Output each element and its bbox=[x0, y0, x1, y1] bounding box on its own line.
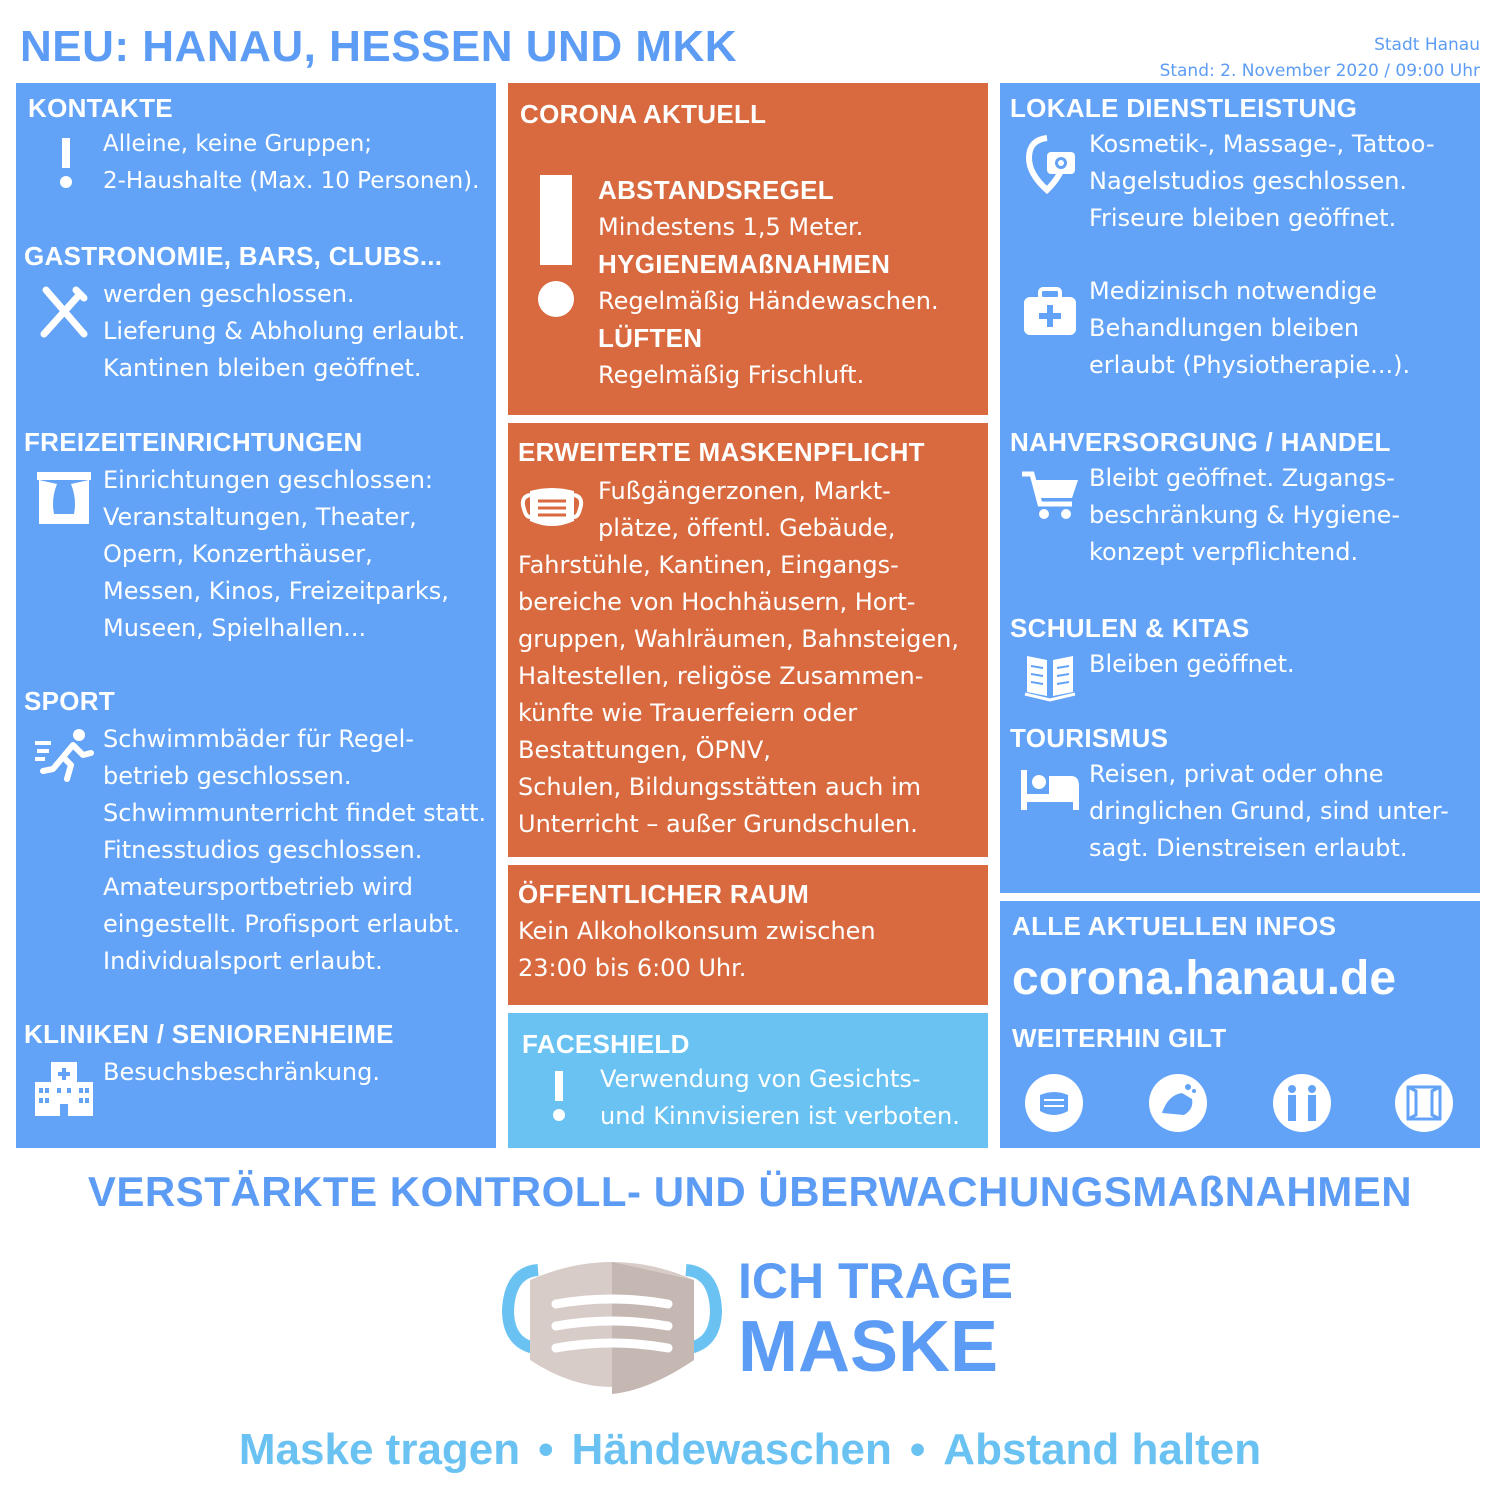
slogan-maske: Maske tragen bbox=[238, 1425, 521, 1474]
section-handel bbox=[1010, 427, 1475, 571]
section-dienstleistung bbox=[1010, 93, 1475, 384]
maske-line: Unterricht – außer Grundschulen. bbox=[518, 810, 918, 838]
ich-trage-maske bbox=[738, 1255, 1013, 1387]
abstand-heading: ABSTANDSREGEL bbox=[598, 175, 834, 205]
dienst-heading: LOKALE DIENSTLEISTUNG bbox=[1010, 93, 1358, 123]
slogan-abstand: Abstand halten bbox=[943, 1425, 1262, 1474]
distance-circle-icon bbox=[1272, 1073, 1332, 1137]
mask-icon bbox=[520, 485, 584, 535]
abstand-text: Mindestens 1,5 Meter. bbox=[598, 213, 864, 241]
schulen-line: Bleiben geöffnet. bbox=[1089, 650, 1295, 678]
mask-logo-icon bbox=[500, 1250, 724, 1404]
kliniken-line: Besuchsbeschränkung. bbox=[103, 1058, 380, 1086]
schulen-heading: SCHULEN & KITAS bbox=[1010, 613, 1250, 643]
mask-circle-icon bbox=[1024, 1073, 1084, 1137]
sport-line: Amateursportbetrieb wird bbox=[103, 873, 414, 901]
weiterhin-heading: WEITERHIN GILT bbox=[1012, 1023, 1227, 1053]
handel-line: beschränkung & Hygiene- bbox=[1089, 501, 1401, 529]
right-upper-panel bbox=[1000, 83, 1480, 893]
theater-icon bbox=[24, 462, 103, 647]
faceshield-panel bbox=[508, 1013, 988, 1148]
tourismus-line: dringlichen Grund, sind unter- bbox=[1089, 797, 1449, 825]
section-kontakte bbox=[28, 93, 498, 200]
maske-heading: ERWEITERTE MASKENPFLICHT bbox=[518, 437, 925, 467]
maskenpflicht-panel bbox=[508, 423, 988, 857]
freizeit-line: Opern, Konzerthäuser, bbox=[103, 540, 373, 568]
ich-trage-label: ICH TRAGE bbox=[738, 1253, 1013, 1309]
kontakte-heading: KONTAKTE bbox=[28, 93, 173, 123]
slogan bbox=[0, 1425, 1500, 1475]
hygiene-heading: HYGIENEMAßNAHMEN bbox=[598, 249, 891, 279]
freizeit-line: Museen, Spielhallen... bbox=[103, 614, 367, 642]
dienst-line: erlaubt (Physiotherapie...). bbox=[1089, 351, 1411, 379]
sport-line: Fitnesstudios geschlossen. bbox=[103, 836, 423, 864]
gastro-heading: GASTRONOMIE, BARS, CLUBS... bbox=[24, 241, 443, 271]
kontakte-line-1: Alleine, keine Gruppen; bbox=[103, 131, 373, 157]
left-column bbox=[16, 83, 496, 1148]
medical-kit-icon bbox=[1010, 273, 1089, 384]
dienst-line: Behandlungen bleiben bbox=[1089, 314, 1360, 342]
handel-line: konzept verpflichtend. bbox=[1089, 538, 1359, 566]
maske-line: Fahrstühle, Kantinen, Eingangs- bbox=[518, 551, 899, 579]
gastro-line: werden geschlossen. bbox=[103, 280, 355, 308]
lueften-heading: LÜFTEN bbox=[598, 323, 703, 353]
page-title: NEU: HANAU, HESSEN UND MKK bbox=[20, 22, 738, 71]
hospital-icon bbox=[24, 1054, 103, 1118]
sport-line: eingestellt. Profisport erlaubt. bbox=[103, 910, 461, 938]
tourismus-heading: TOURISMUS bbox=[1010, 723, 1169, 753]
section-schulen bbox=[1010, 613, 1475, 702]
freizeit-line: Messen, Kinos, Freizeitparks, bbox=[103, 577, 449, 605]
sport-line: Schwimmunterricht findet statt. bbox=[103, 799, 487, 827]
maske-line: Schulen, Bildungsstätten auch im bbox=[518, 773, 921, 801]
section-gastronomie bbox=[24, 241, 494, 387]
faceshield-line: und Kinnvisieren ist verboten. bbox=[600, 1102, 960, 1130]
hygiene-text: Regelmäßig Händewaschen. bbox=[598, 287, 939, 315]
maske-line: Haltestellen, religöse Zusammen- bbox=[518, 662, 924, 690]
oeffentlicher-raum-panel bbox=[508, 865, 988, 1005]
maske-line: plätze, öffentl. Gebäude, bbox=[598, 514, 896, 542]
raum-heading: ÖFFENTLICHER RAUM bbox=[518, 879, 810, 909]
book-icon bbox=[1010, 646, 1089, 702]
handwash-circle-icon bbox=[1148, 1073, 1208, 1137]
runner-icon bbox=[24, 721, 103, 980]
corona-heading: CORONA AKTUELL bbox=[520, 99, 767, 129]
dienst-line: Friseure bleiben geöffnet. bbox=[1089, 204, 1397, 232]
dienst-line: Kosmetik-, Massage-, Tattoo- bbox=[1089, 130, 1435, 158]
sport-heading: SPORT bbox=[24, 686, 116, 716]
kontakte-line-2: 2-Haushalte (Max. 10 Personen). bbox=[103, 168, 480, 194]
raum-line: Kein Alkoholkonsum zwischen bbox=[518, 917, 876, 945]
faceshield-line: Verwendung von Gesichts- bbox=[600, 1065, 921, 1093]
bed-icon bbox=[1010, 756, 1089, 867]
tourismus-line: sagt. Dienstreisen erlaubt. bbox=[1089, 834, 1408, 862]
freizeit-heading: FREIZEITEINRICHTUNGEN bbox=[24, 427, 363, 457]
sport-line: Individualsport erlaubt. bbox=[103, 947, 383, 975]
handel-heading: NAHVERSORGUNG / HANDEL bbox=[1010, 427, 1391, 457]
cart-icon bbox=[1010, 460, 1089, 571]
bottom-headline: VERSTÄRKTE KONTROLL- UND ÜBERWACHUNGSMAßNAHMEN bbox=[87, 1168, 1413, 1215]
separator: • bbox=[538, 1425, 554, 1474]
slogan-haende: Händewaschen bbox=[571, 1425, 892, 1474]
cosmetics-icon bbox=[1010, 126, 1089, 237]
big-exclamation-icon bbox=[538, 175, 574, 323]
maske-line: bereiche von Hochhäusern, Hort- bbox=[518, 588, 916, 616]
handel-line: Bleibt geöffnet. Zugangs- bbox=[1089, 464, 1395, 492]
maske-line: Fußgängerzonen, Markt- bbox=[598, 477, 891, 505]
infos-panel bbox=[1000, 901, 1480, 1148]
gastro-line: Kantinen bleiben geöffnet. bbox=[103, 354, 422, 382]
corona-aktuell-panel bbox=[508, 83, 988, 415]
lueften-text: Regelmäßig Frischluft. bbox=[598, 361, 865, 389]
source-label: Stadt Hanau bbox=[1374, 35, 1480, 55]
raum-line: 23:00 bis 6:00 Uhr. bbox=[518, 954, 747, 982]
freizeit-line: Einrichtungen geschlossen: bbox=[103, 466, 433, 494]
maske-line: Bestattungen, ÖPNV, bbox=[518, 736, 771, 764]
dienst-line: Medizinisch notwendige bbox=[1089, 277, 1377, 305]
fork-knife-icon bbox=[24, 276, 103, 387]
infos-heading: ALLE AKTUELLEN INFOS bbox=[1012, 911, 1337, 941]
maske-line: künfte wie Trauerfeiern oder bbox=[518, 699, 858, 727]
website-link[interactable]: corona.hanau.de bbox=[1012, 952, 1397, 1005]
section-freizeit bbox=[24, 427, 494, 647]
gastro-line: Lieferung & Abholung erlaubt. bbox=[103, 317, 466, 345]
exclamation-icon bbox=[28, 126, 103, 200]
maske-line: gruppen, Wahlräumen, Bahnsteigen, bbox=[518, 625, 959, 653]
tourismus-line: Reisen, privat oder ohne bbox=[1089, 760, 1384, 788]
freizeit-line: Veranstaltungen, Theater, bbox=[103, 503, 417, 531]
dienst-line: Nagelstudios geschlossen. bbox=[1089, 167, 1408, 195]
date-label: Stand: 2. November 2020 / 09:00 Uhr bbox=[1159, 61, 1480, 81]
separator: • bbox=[909, 1425, 926, 1474]
section-sport bbox=[24, 686, 494, 980]
window-circle-icon bbox=[1394, 1073, 1454, 1137]
section-tourismus bbox=[1010, 723, 1475, 867]
header-meta bbox=[1160, 32, 1480, 84]
faceshield-heading: FACESHIELD bbox=[522, 1029, 690, 1059]
maske-label: MASKE bbox=[738, 1307, 999, 1387]
kliniken-heading: KLINIKEN / SENIORENHEIME bbox=[24, 1019, 394, 1049]
sport-line: betrieb geschlossen. bbox=[103, 762, 352, 790]
section-kliniken bbox=[24, 1019, 494, 1118]
exclamation-icon bbox=[552, 1071, 566, 1127]
sport-line: Schwimmbäder für Regel- bbox=[103, 725, 414, 753]
